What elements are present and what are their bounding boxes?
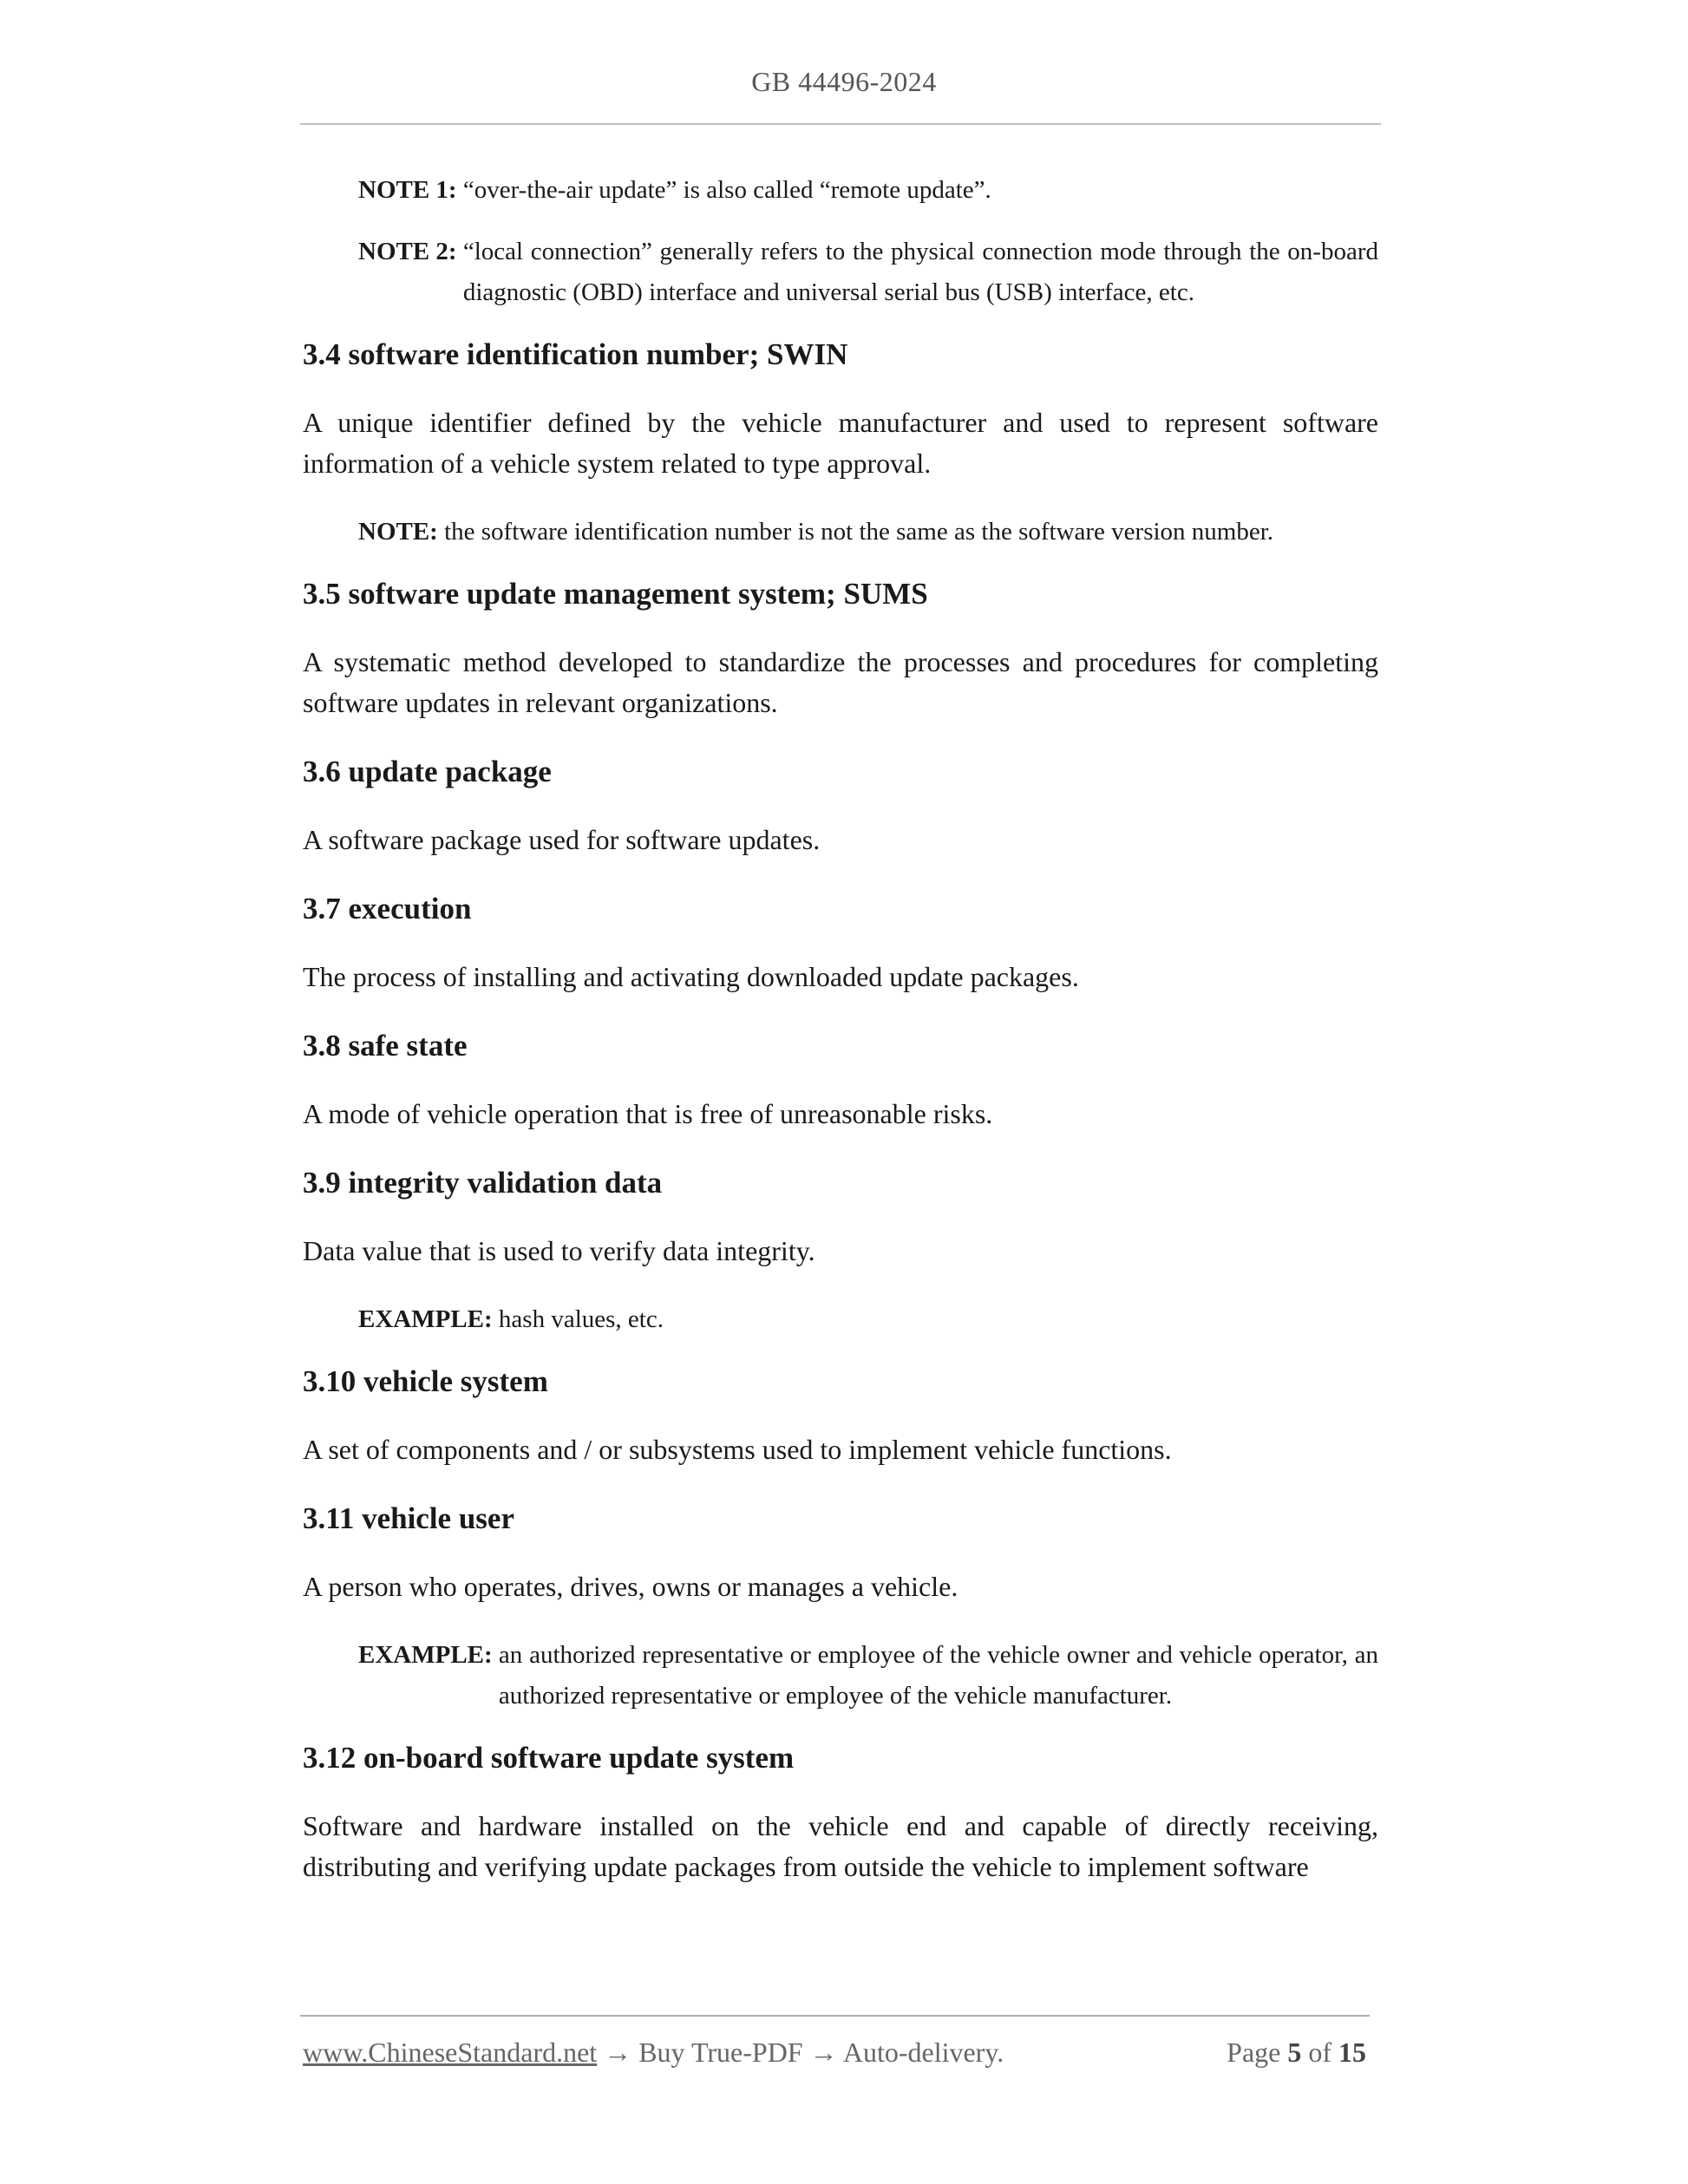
section-3-12-body: Software and hardware installed on the vehicle end and capable of directly receiving, distributing and verifying update packages from outside the vehicle to implement software xyxy=(303,1810,1378,1882)
arrow-right-icon: → xyxy=(604,2037,632,2068)
section-3-11-title: 3.11 vehicle user xyxy=(303,1501,514,1535)
section-3-4-title: 3.4 software identification number; SWIN xyxy=(303,337,848,371)
section-3-6-title: 3.6 update package xyxy=(303,755,552,788)
buy-true-pdf-text: Buy True-PDF xyxy=(638,2037,803,2068)
note-2-text: “local connection” generally refers to the physical connection mode through the on-board diagnostic (OBD) interface and universal serial bus (USB) interface, etc. xyxy=(462,238,1378,306)
section-3-11-example-text: an authorized representative or employee of the vehicle owner and vehicle operator, an authorized representative or employee of the vehicle manufacturer. xyxy=(498,1641,1378,1710)
section-3-9-body: Data value that is used to verify data integrity. xyxy=(303,1235,815,1266)
section-3-5-body: A systematic method developed to standardize the processes and procedures for completing software updates in relevant organizations. xyxy=(303,646,1378,718)
section-3-11-body: A person who operates, drives, owns or manages a vehicle. xyxy=(303,1571,958,1602)
section-3-10-body: A set of components and / or subsystems used to implement vehicle functions. xyxy=(303,1434,1172,1465)
page-footer xyxy=(303,2035,1366,2070)
section-3-8-title: 3.8 safe state xyxy=(303,1029,468,1063)
page-header-title: GB 44496-2024 xyxy=(751,66,937,97)
section-3-4-body: A unique identifier defined by the vehicle manufacturer and used to represent software information of a vehicle system related to type approval. xyxy=(303,407,1378,479)
section-3-5-title: 3.5 software update management system; SUMS xyxy=(303,577,928,611)
auto-delivery-text: Auto-delivery. xyxy=(842,2037,1004,2068)
note-2-label: NOTE 2: xyxy=(358,238,457,265)
section-3-9-example-text: hash values, etc. xyxy=(492,1305,664,1333)
of-word: of xyxy=(1308,2037,1331,2068)
section-3-8-body: A mode of vehicle operation that is free of unreasonable risks. xyxy=(303,1098,993,1129)
section-3-12-title: 3.12 on-board software update system xyxy=(303,1741,795,1775)
page-number: 5 xyxy=(1287,2037,1302,2068)
section-3-9-example xyxy=(358,1299,1378,1340)
note-2 xyxy=(358,232,1378,313)
page-total: 15 xyxy=(1338,2037,1366,2068)
arrow-right-icon: → xyxy=(809,2037,838,2068)
document-content xyxy=(303,170,1378,1887)
note-1 xyxy=(358,170,1378,211)
section-3-4-note-label: NOTE: xyxy=(358,518,438,546)
footer-divider xyxy=(300,2015,1370,2017)
page-indicator xyxy=(1227,2035,1366,2070)
section-3-7-body: The process of installing and activating downloaded update packages. xyxy=(303,961,1079,992)
website-link[interactable]: www.ChineseStandard.net xyxy=(303,2037,598,2068)
section-3-11-example-label: EXAMPLE: xyxy=(358,1641,499,1669)
note-1-text: “over-the-air update” is also called “remote update”. xyxy=(456,176,991,204)
section-3-11-example xyxy=(358,1635,1378,1716)
section-3-4-note xyxy=(358,512,1378,553)
section-3-4-note-text: the software identification number is not the same as the software version number. xyxy=(437,518,1274,546)
section-3-10-title: 3.10 vehicle system xyxy=(303,1364,548,1398)
note-1-label: NOTE 1: xyxy=(358,176,457,204)
section-3-9-title: 3.9 integrity validation data xyxy=(303,1166,663,1200)
section-3-6-body: A software package used for software updates. xyxy=(303,824,821,855)
section-3-7-title: 3.7 execution xyxy=(303,892,472,925)
header-divider xyxy=(300,123,1381,125)
section-3-9-example-label: EXAMPLE: xyxy=(358,1305,493,1333)
page-word: Page xyxy=(1227,2037,1281,2068)
